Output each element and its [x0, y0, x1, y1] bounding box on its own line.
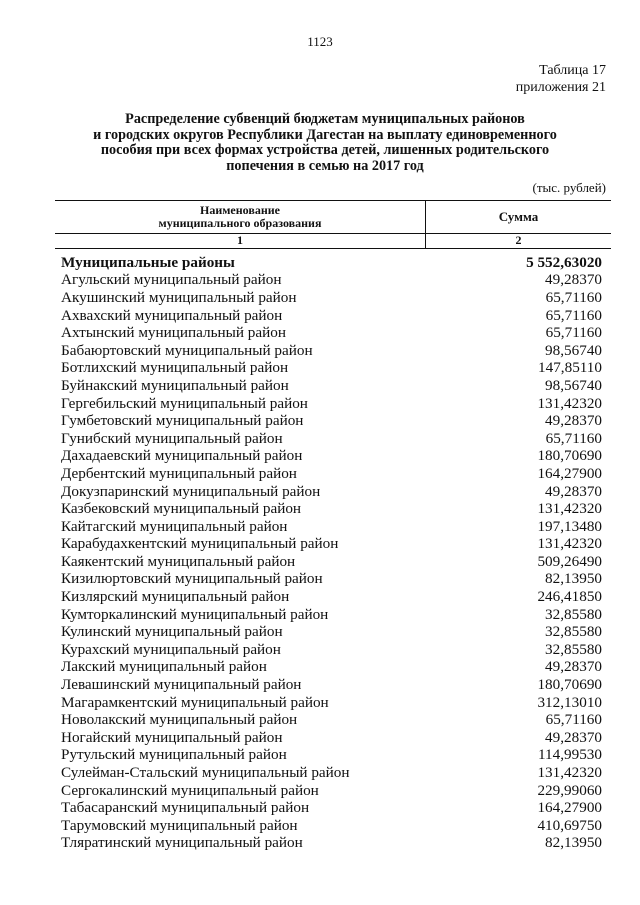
table-row: [55, 377, 611, 395]
title-line1: Распределение субвенций бюджетам муниципальных районов: [125, 111, 525, 127]
row-sum: 197,13480: [537, 517, 602, 535]
row-sum: 131,42320: [537, 764, 602, 782]
table-row: [55, 799, 611, 817]
table-header: [55, 200, 611, 234]
row-name: Акушинский муниципальный район: [61, 288, 297, 306]
header-sum-cell: Сумма: [498, 209, 539, 224]
table-row: [55, 307, 611, 325]
table-row: [55, 623, 611, 641]
row-sum: 98,56740: [545, 341, 602, 359]
table-label-line2: приложения 21: [515, 80, 606, 95]
table-label-line1: Таблица 17: [539, 63, 606, 78]
row-name: Табасаранский муниципальный район: [61, 799, 310, 817]
table-row: [55, 782, 611, 800]
row-sum: 32,85580: [545, 623, 602, 641]
table-row: [55, 729, 611, 747]
table-row: [55, 536, 611, 554]
row-name: Казбековский муниципальный район: [61, 500, 302, 518]
row-name: Курахский муниципальный район: [61, 640, 281, 658]
row-sum: 65,71160: [545, 711, 602, 729]
row-name: Рутульский муниципальный район: [61, 746, 287, 764]
header-name-line2: муниципального образования: [158, 216, 322, 230]
title-line3: пособия при всех формах устройства детей, лишенных родительского: [100, 142, 550, 158]
table-row: [55, 711, 611, 729]
row-name: Дахадаевский муниципальный район: [61, 447, 303, 465]
row-name: Кумторкалинский муниципальный район: [61, 605, 329, 623]
row-sum: 65,71160: [545, 429, 602, 447]
row-name: Карабудахкентский муниципальный район: [61, 535, 339, 553]
row-sum: 180,70690: [537, 676, 602, 694]
row-sum: 32,85580: [545, 640, 602, 658]
table-row: [55, 430, 611, 448]
table-row: [55, 588, 611, 606]
row-sum: 98,56740: [545, 376, 602, 394]
table-body: [55, 254, 611, 852]
total-name: Муниципальные районы: [61, 253, 235, 271]
row-sum: 164,27900: [537, 799, 602, 817]
row-name: Агульский муниципальный район: [61, 271, 282, 289]
table-row: [55, 676, 611, 694]
row-sum: 131,42320: [537, 394, 602, 412]
table-row: [55, 606, 611, 624]
row-sum: 246,41850: [537, 588, 602, 606]
row-name: Сулейман-Стальский муниципальный район: [61, 764, 350, 782]
row-sum: 82,13950: [545, 834, 602, 852]
row-sum: 180,70690: [537, 447, 602, 465]
row-sum: 131,42320: [537, 500, 602, 518]
row-name: Кулинский муниципальный район: [61, 623, 283, 641]
row-name: Новолакский муниципальный район: [61, 711, 298, 729]
row-name: Гергебильский муниципальный район: [61, 394, 308, 412]
table-row: [55, 272, 611, 290]
table-row: [55, 289, 611, 307]
units-label: (тыс. рублей): [532, 180, 606, 195]
row-name: Гунибский муниципальный район: [61, 429, 283, 447]
row-name: Кизилюртовский муниципальный район: [61, 570, 323, 588]
table-row: [55, 835, 611, 853]
row-name: Тляратинский муниципальный район: [61, 834, 303, 852]
header-name-line1: Наименование: [200, 203, 280, 217]
row-sum: 65,71160: [545, 288, 602, 306]
row-sum: 49,28370: [545, 658, 602, 676]
table-row: [55, 694, 611, 712]
table-row: [55, 500, 611, 518]
row-sum: 312,13010: [537, 693, 602, 711]
row-sum: 65,71160: [545, 324, 602, 342]
table-row: [55, 395, 611, 413]
row-name: Ботлихский муниципальный район: [61, 359, 289, 377]
table-row: [55, 412, 611, 430]
table-row: [55, 764, 611, 782]
row-sum: 49,28370: [545, 412, 602, 430]
row-name: Бабаюртовский муниципальный район: [61, 341, 313, 359]
header-name-cell: [55, 201, 426, 233]
table-row: [55, 553, 611, 571]
row-name: Буйнакский муниципальный район: [61, 376, 289, 394]
table-row: [55, 324, 611, 342]
title-line2: и городских округов Республики Дагестан на выплату единовременного: [93, 126, 557, 143]
column-index-row: [55, 234, 611, 249]
row-sum: 509,26490: [537, 552, 602, 570]
table-row: [55, 571, 611, 589]
table-row: [55, 483, 611, 501]
table-row: [55, 465, 611, 483]
table-row: [55, 448, 611, 466]
row-name: Магарамкентский муниципальный район: [61, 693, 329, 711]
row-sum: 49,28370: [545, 271, 602, 289]
row-sum: 164,27900: [537, 464, 602, 482]
total-row: [55, 254, 611, 272]
row-sum: 82,13950: [545, 570, 602, 588]
row-sum: 131,42320: [537, 535, 602, 553]
page-number: 1123: [307, 34, 333, 49]
table-row: [55, 641, 611, 659]
row-sum: 65,71160: [545, 306, 602, 324]
row-sum: 49,28370: [545, 728, 602, 746]
column-index-name: 1: [55, 234, 426, 248]
row-name: Гумбетовский муниципальный район: [61, 412, 304, 430]
row-name: Ногайский муниципальный район: [61, 728, 283, 746]
column-index-sum: 2: [515, 233, 522, 247]
row-name: Тарумовский муниципальный район: [61, 816, 298, 834]
table-row: [55, 518, 611, 536]
total-sum: 5 552,63020: [526, 253, 602, 271]
row-sum: 410,69750: [537, 816, 602, 834]
row-sum: 49,28370: [545, 482, 602, 500]
table-row: [55, 360, 611, 378]
table-label: [516, 62, 606, 96]
table-row: [55, 342, 611, 360]
table-row: [55, 747, 611, 765]
row-name: Сергокалинский муниципальный район: [61, 781, 319, 799]
row-name: Кайтагский муниципальный район: [61, 517, 288, 535]
row-sum: 32,85580: [545, 605, 602, 623]
row-name: Дербентский муниципальный район: [61, 464, 297, 482]
row-name: Каякентский муниципальный район: [61, 552, 296, 570]
row-sum: 147,85110: [538, 359, 602, 377]
row-name: Ахвахский муниципальный район: [61, 306, 283, 324]
title-line4: попечения в семью на 2017 год: [226, 157, 424, 174]
row-name: Кизлярский муниципальный район: [61, 588, 290, 606]
subsidy-table: [55, 200, 611, 852]
row-name: Докузпаринский муниципальный район: [61, 482, 321, 500]
row-name: Левашинский муниципальный район: [61, 676, 302, 694]
row-name: Ахтынский муниципальный район: [61, 324, 286, 342]
table-row: [55, 659, 611, 677]
row-sum: 229,99060: [537, 781, 602, 799]
table-row: [55, 817, 611, 835]
row-sum: 114,99530: [538, 746, 602, 764]
document-title: [60, 112, 590, 174]
row-name: Лакский муниципальный район: [61, 658, 267, 676]
